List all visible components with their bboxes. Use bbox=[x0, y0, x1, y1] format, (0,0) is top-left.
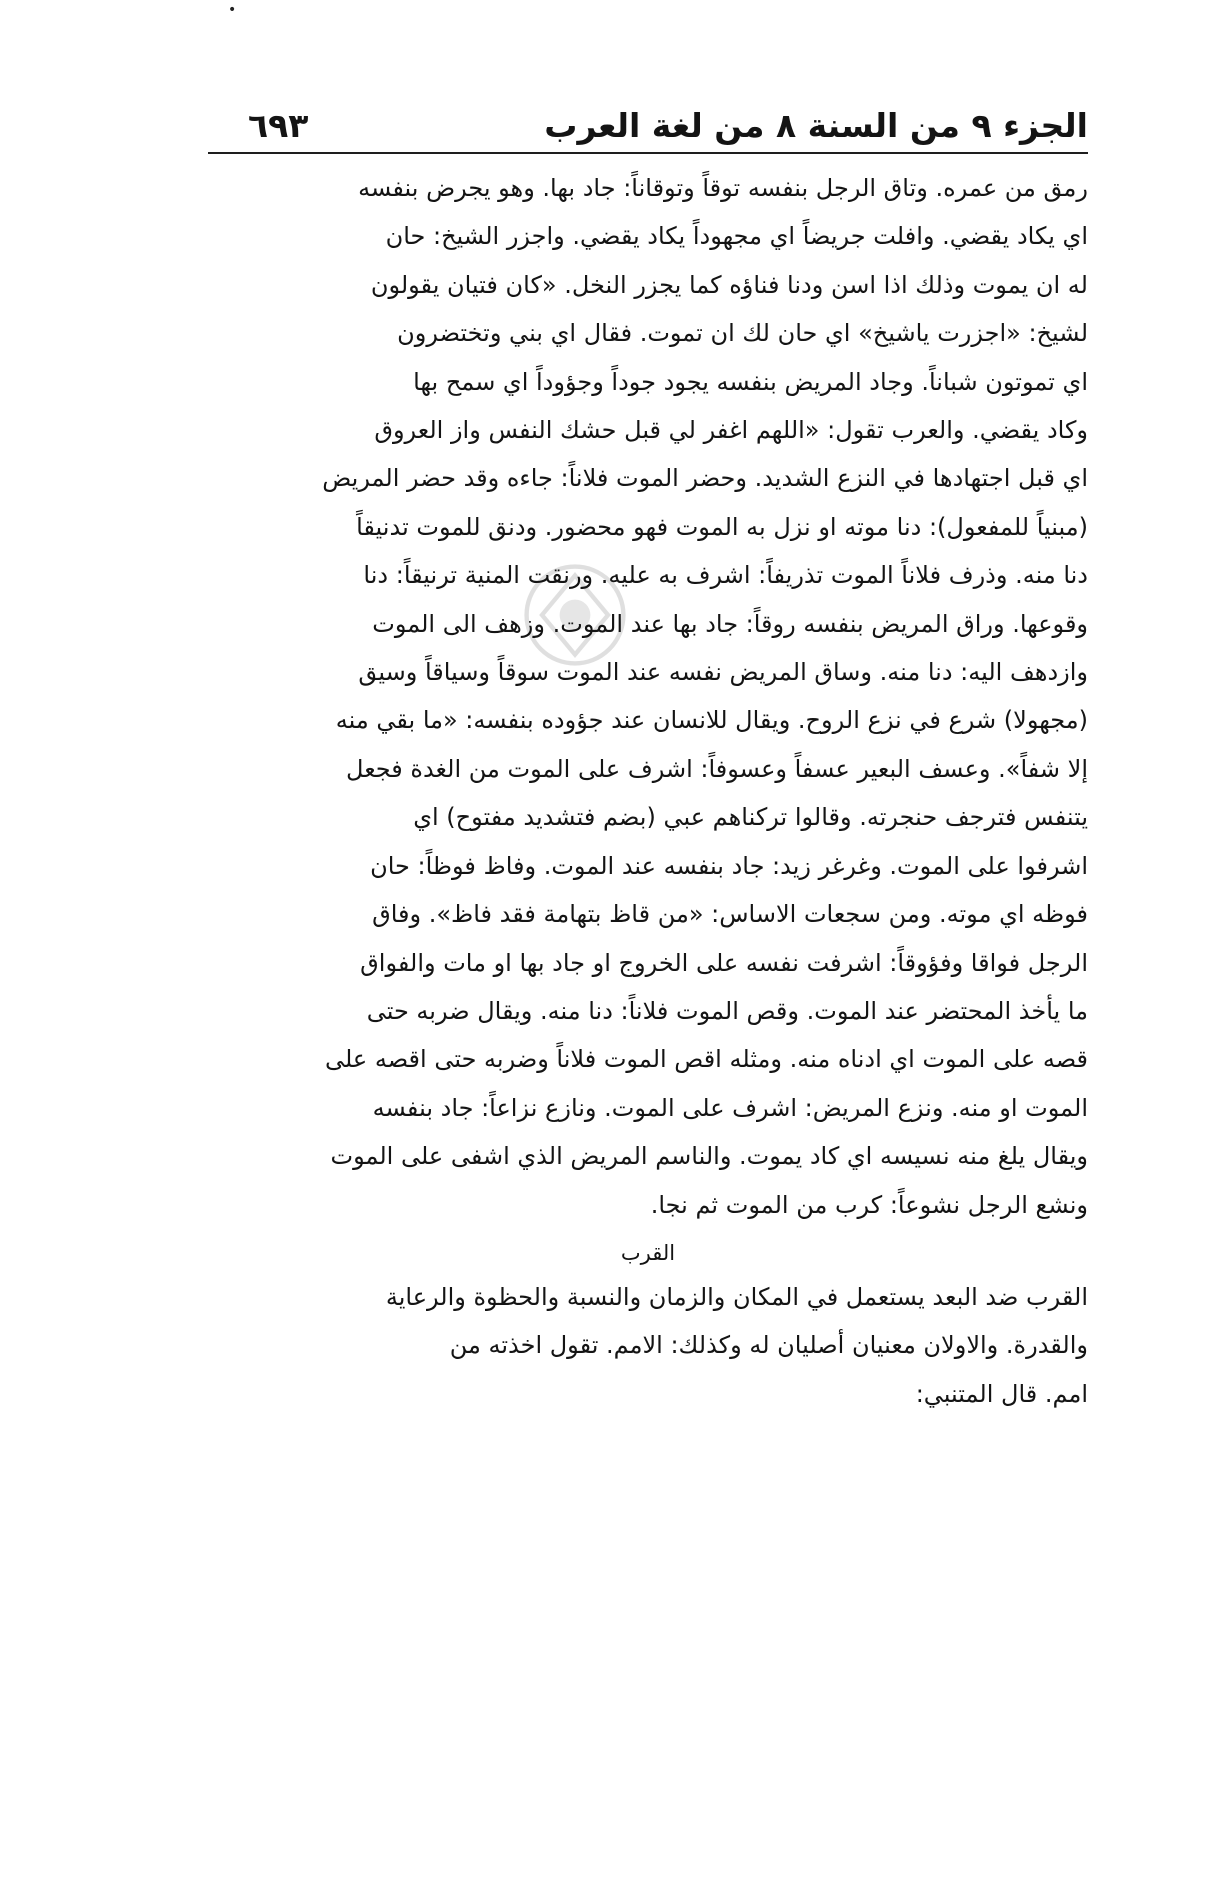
text-line: الموت او منه. ونزع المريض: اشرف على الموت. ونازع نزاعاً: جاد بنفسه bbox=[372, 1093, 1088, 1122]
text-line: إلا شفاً». وعسف البعير عسفاً وعسوفاً: اشرف على الموت من الغدة فجعل bbox=[346, 754, 1088, 783]
text-line: وقوعها. وراق المريض بنفسه روقاً: جاد بها عند الموت. وزهف الى الموت bbox=[372, 609, 1088, 638]
text-line: يتنفس فترجف حنجرته. وقالوا تركناهم عبي (بضم فتشديد مفتوح) اي bbox=[413, 803, 1088, 832]
running-header bbox=[208, 100, 1088, 154]
text-line: وكاد يقضي. والعرب تقول: «اللهم اغفر لي قبل حشك النفس واز العروق bbox=[374, 416, 1088, 445]
text-line: القرب ضد البعد يستعمل في المكان والزمان والنسبة والحظوة والرعاية bbox=[385, 1282, 1088, 1311]
page-number: ٦٩٣ bbox=[248, 106, 309, 145]
text-line: (مجهولا) شرع في نزع الروح. ويقال للانسان عند جؤوده بنفسه: «ما بقي منه bbox=[335, 706, 1088, 735]
text-line: اي تموتون شباناً. وجاد المريض بنفسه يجود جوداً وجؤوداً اي سمح بها bbox=[413, 367, 1088, 396]
body-paragraph-2 bbox=[208, 1273, 1088, 1418]
text-line: له ان يموت وذلك اذا اسن ودنا فناؤه كما يجزر النخل. «كان فتيان يقولون bbox=[370, 270, 1088, 299]
text-line: (مبنياً للمفعول): دنا موته او نزل به الموت فهو محضور. ودنق للموت تدنيقاً bbox=[356, 512, 1088, 541]
document-page bbox=[208, 100, 1088, 1418]
text-line: اشرفوا على الموت. وغرغر زيد: جاد بنفسه عند الموت. وفاظ فوظاً: حان bbox=[370, 851, 1088, 880]
text-line: ويقال يلغ منه نسيسه اي كاد يموت. والناسم المريض الذي اشفى على الموت bbox=[330, 1142, 1088, 1171]
text-line: اي قبل اجتهادها في النزع الشديد. وحضر الموت فلاناً: جاءه وقد حضر المريض bbox=[322, 464, 1088, 493]
text-line: امم. قال المتنبي: bbox=[915, 1379, 1088, 1408]
text-line: اي يكاد يقضي. وافلت جريضاً اي مجهوداً يكاد يقضي. واجزر الشيخ: حان bbox=[385, 222, 1088, 251]
corner-mark: • bbox=[228, 2, 237, 18]
text-line: وازدهف اليه: دنا منه. وساق المريض نفسه عند الموت سوقاً وسياقاً وسيق bbox=[358, 658, 1088, 687]
text-line: ما يأخذ المحتضر عند الموت. وقص الموت فلاناً: دنا منه. ويقال ضربه حتى bbox=[366, 996, 1088, 1025]
text-line: دنا منه. وذرف فلاناً الموت تذريفاً: اشرف به عليه. ورنقت المنية ترنيقاً: دنا bbox=[363, 561, 1088, 590]
section-heading: القرب bbox=[620, 1240, 676, 1265]
body-paragraph-1 bbox=[208, 164, 1088, 1229]
text-line: فوظه اي موته. ومن سجعات الاساس: «من قاظ بتهامة فقد فاظ». وفاق bbox=[372, 900, 1088, 929]
text-line: والقدرة. والاولان معنيان أصليان له وكذلك: الامم. تقول اخذته من bbox=[449, 1331, 1088, 1360]
text-line: الرجل فواقا وفؤوقاً: اشرفت نفسه على الخروج او جاد بها او مات والفواق bbox=[360, 948, 1088, 977]
running-title: الجزء ٩ من السنة ٨ من لغة العرب bbox=[544, 106, 1088, 145]
text-line: قصه على الموت اي ادناه منه. ومثله اقص الموت فلاناً وضربه حتى اقصه على bbox=[324, 1045, 1088, 1074]
text-line: رمق من عمره. وتاق الرجل بنفسه توقاً وتوقاناً: جاد بها. وهو يجرض بنفسه bbox=[358, 174, 1088, 202]
text-line: ونشع الرجل نشوعاً: كرب من الموت ثم نجا. bbox=[650, 1190, 1088, 1219]
text-line: لشيخ: «اجزرت ياشيخ» اي حان لك ان تموت. فقال اي بني وتختضرون bbox=[397, 319, 1088, 348]
